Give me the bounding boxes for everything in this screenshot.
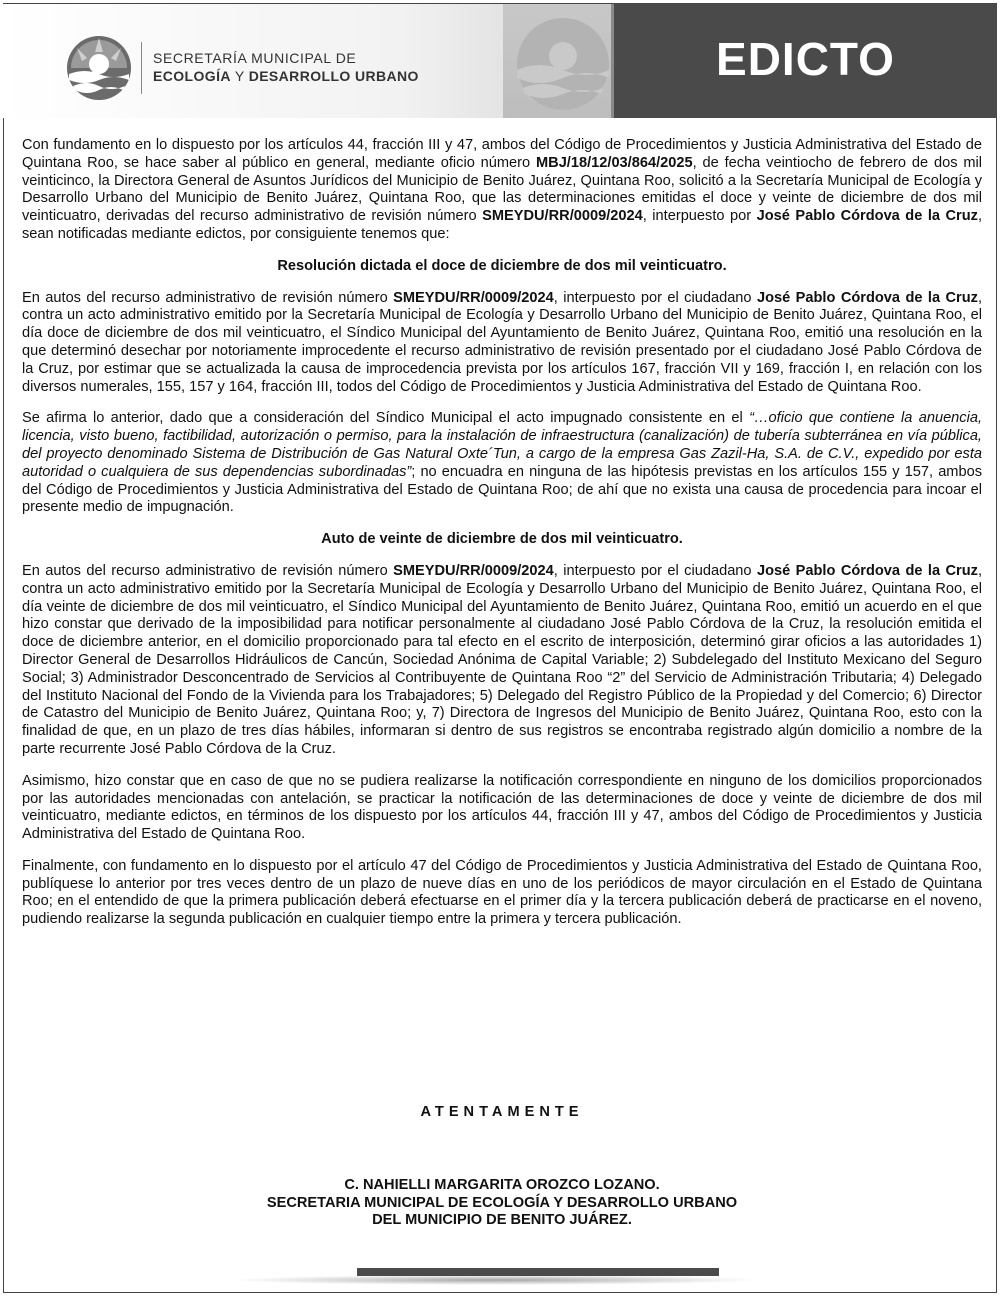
logo-divider [141,42,142,94]
paragraph-auto: En autos del recurso administrativo de revisión número SMEYDU/RR/0009/2024, interpuesto por el ciudadano José Pablo Córdova de la Cruz, contra un acto administrativo emitido por la Secretaría Municipal de Ecología y Desarrollo Urbano del Municipio de Benito Juárez, Quintana Roo, el día veinte de diciembre de dos mil veinticuatro, el Síndico Municipal del Ayuntamiento de Benito Juárez, Quintana Roo, emitió un acuerdo en el que hizo constar que derivado de la imposibilidad para notificar personalmente al ciudadano José Pablo Córdova de la Cruz, la resolución emitida el doce de diciembre anterior, en el domicilio proporcionado para tal efecto en el escrito de interposición, determinó girar oficios a las autoridades 1) Director General de Desarrollos Hidráulicos de Cancún, Sociedad Anónima de Capital Variable; 2) Subdelegado del Instituto Mexicano del Seguro Social; 3) Administrador Desconcentrado de Servicios al Contribuyente de Quintana Roo “2” del Servicio de Administración Tributaria; 4) Delegado del Instituto Nacional del Fondo de la Vivienda para los Trabajadores; 5) Delegado del Registro Público de la Propiedad y del Comercio; 6) Director de Catastro del Municipio de Benito Juárez, Quintana Roo; y, 7) Directora de Ingresos del Municipio de Benito Juárez, Quintana Roo, esto con la finalidad de que, en un plazo de tres días hábiles, informaran si dentro de sus registros se encontraba registrado algún domicilio a nombre de la parte recurrente José Pablo Córdova de la Cruz. [22,562,982,757]
section-heading-auto: Auto de veinte de diciembre de dos mil veinticuatro. [321,531,683,548]
section-heading-resolution: Resolución dictada el doce de diciembre de dos mil veinticuatro. [277,257,727,274]
signatory-name: C. NAHIELLI MARGARITA OROZCO LOZANO. [344,1177,660,1193]
paragraph-reasoning: Se afirma lo anterior, dado que a consideración del Síndico Municipal el acto impugnado consistente en el “…oficio que contiene la anuencia, licencia, visto bueno, factibilidad, autorización o permiso, para la instalación de infraestructura (canalización) de tubería subterránea en vía pública, del proyecto denominado Sistema de Distribución de Gas Natural Oxte´Tun, a cargo de la empresa Gas Zazil-Ha, S.A. de C.V., expedido por esta autoridad o cualquiera de sus dependencias subordinadas”; no encuadra en ninguna de las hipótesis previstas en los artículos 155 y 157, ambos del Código de Procedimientos y Justicia Administrativa del Estado de Quintana Roo; de ahí que no exista una causa de procedencia para incoar el presente medio de impugnación. [22,410,983,516]
paragraph-intro: Con fundamento en lo dispuesto por los artículos 44, fracción III y 47, ambos del Código de Procedimientos y Justicia Administrativa del Estado de Quintana Roo, se hace saber al público en general, mediante oficio número MBJ/18/12/03/864/2025, de fecha veintiocho de febrero de dos mil veinticinco, la Directora General de Asuntos Jurídicos del Municipio de Benito Juárez, Quintana Roo, solicitó a la Secretaría Municipal de Ecología y Desarrollo Urbano del Municipio de Benito Juárez, Quintana Roo, que las determinaciones emitidas el doce y veinte de diciembre de dos mil veinticuatro, derivadas del recurso administrativo de revisión número SMEYDU/RR/0009/2024, interpuesto por José Pablo Córdova de la Cruz, sean notificadas mediante edictos, por consiguiente tenemos que: [22,137,982,242]
footer-shadow [230,1275,760,1285]
organization-name [153,49,419,85]
footer-bar [357,1268,719,1276]
header-mid-band [503,4,614,118]
paragraph-edicts: Asimismo, hizo constar que en caso de que no se pudiera realizarse la notificación correspondiente en ninguno de los domicilios proporcionados por las autoridades mencionadas con antelación, se practicar la notificación de las determinaciones de doce y veinte de diciembre de dos mil veinticuatro, mediante edictos, en términos de los dispuesto por los artículos 44, fracción III y 47, ambos del Código de Procedimientos y Justicia Administrativa del Estado de Quintana Roo. [22,772,982,843]
org-line-1: SECRETARÍA MUNICIPAL DE [153,50,357,66]
document-body [22,137,982,943]
watermark-logo-icon [503,4,611,118]
closing-salutation: ATENTAMENTE [420,1104,584,1120]
org-line-2: ECOLOGÍA Y DESARROLLO URBANO [153,68,419,84]
signatory-title-2: DEL MUNICIPIO DE BENITO JUÁREZ. [372,1212,632,1228]
page-title: EDICTO [716,33,895,85]
signatory-title-1: SECRETARIA MUNICIPAL DE ECOLOGÍA Y DESARROLLO URBANO [266,1194,738,1211]
municipal-logo-icon [65,34,133,102]
paragraph-resolution: En autos del recurso administrativo de revisión número SMEYDU/RR/0009/2024, interpuesto por el ciudadano José Pablo Córdova de la Cruz, contra un acto administrativo emitido por la Secretaría Municipal de Ecología y Desarrollo Urbano del Municipio de Benito Juárez, Quintana Roo, el día doce de diciembre de dos mil veinticuatro, el Síndico Municipal del Ayuntamiento de Benito Juárez, Quintana Roo, emitió una resolución en la que determinó desechar por notoriamente improcedente el recurso administrativo de revisión presentado por el ciudadano José Pablo Córdova de la Cruz, por estimar que se actualizada la causa de improcedencia prevista por los artículos 167, fracción VII y 169, fracción I, en relación con los diversos numerales, 155, 157 y 164, fracción III, todos del Código de Procedimientos y Justicia Administrativa del Estado de Quintana Roo. [22,289,982,395]
header [3,4,997,118]
signature-block [22,1177,982,1230]
paragraph-final: Finalmente, con fundamento en lo dispuesto por el artículo 47 del Código de Procedimientos y Justicia Administrativa del Estado de Quintana Roo, publíquese lo anterior por tres veces dentro de un plazo de nueve días en uno de los periódicos de mayor circulación en el Estado de Quintana Roo; en el entendido de que la primera publicación deberá efectuarse en el primer día y la tercera publicación deberá de practicarse en el noveno, pudiendo realizarse la segunda publicación en cualquier tiempo entre la primera y tercera publicación. [22,857,982,928]
